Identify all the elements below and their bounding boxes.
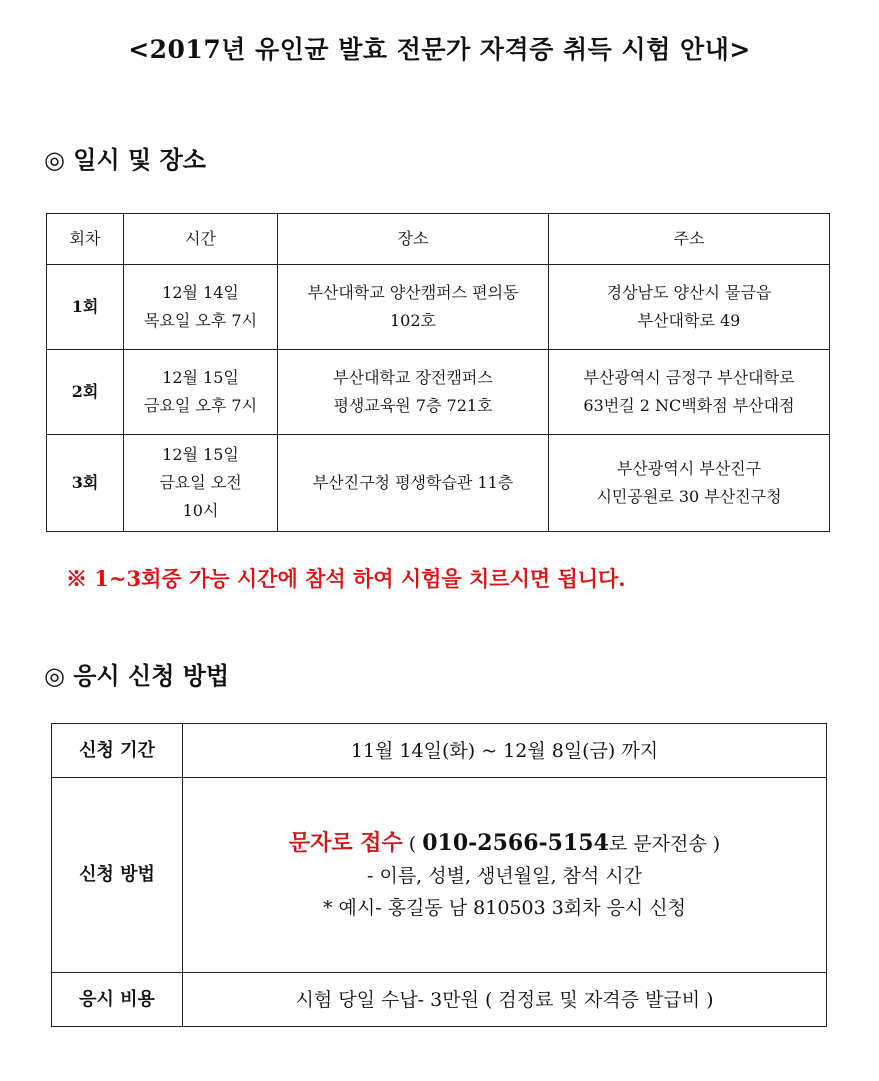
- header-round: 회차: [47, 214, 124, 265]
- page-title: <2017년 유인균 발효 전문가 자격증 취득 시험 안내>: [128, 35, 751, 64]
- place-line: 부산대학교 양산캠퍼스 편의동: [307, 283, 519, 302]
- method-value: [183, 778, 827, 973]
- round-cell: 1회: [47, 265, 124, 350]
- period-label: 신청 기간: [52, 724, 183, 778]
- address-line: 부산광역시 금정구 부산대학로: [583, 368, 795, 387]
- time-cell: [124, 350, 278, 435]
- address-line: 부산광역시 부산진구: [616, 459, 762, 478]
- time-cell: [124, 435, 278, 532]
- fee-label: 응시 비용: [52, 973, 183, 1027]
- time-date: 12월 15일: [162, 368, 239, 387]
- apply-table: [51, 723, 827, 1027]
- header-address: 주소: [549, 214, 830, 265]
- address-cell: [549, 350, 830, 435]
- place-line: 부산진구청 평생학습관 11층: [312, 473, 514, 492]
- method-line-3: * 예시- 홍길동 남 810503 3회차 응시 신청: [322, 896, 687, 919]
- address-line: 63번길 2 NC백화점 부산대점: [583, 396, 795, 415]
- time-hour: 금요일 오후 7시: [143, 396, 258, 415]
- section-heading-apply: ◎ 응시 신청 방법: [44, 661, 230, 690]
- address-line: 시민공원로 30 부산진구청: [596, 487, 782, 506]
- address-cell: [549, 265, 830, 350]
- method-line-2: - 이름, 성별, 생년월일, 참석 시간: [367, 864, 642, 887]
- place-cell: [278, 435, 549, 532]
- attendance-note: ※ 1~3회중 가능 시간에 참석 하여 시험을 치르시면 됩니다.: [66, 566, 626, 591]
- table-row: [52, 778, 827, 973]
- table-row: [47, 435, 830, 532]
- table-row: [52, 973, 827, 1027]
- address-cell: [549, 435, 830, 532]
- time-date: 12월 14일: [162, 283, 239, 302]
- time-hour: 금요일 오전: [159, 473, 242, 492]
- time-date: 12월 15일: [162, 445, 239, 464]
- table-row: [47, 265, 830, 350]
- table-row: [47, 350, 830, 435]
- schedule-header-row: [47, 214, 830, 265]
- method-tail: 로 문자전송 ): [608, 832, 721, 855]
- address-line: 부산대학로 49: [637, 311, 741, 330]
- time-hour: 목요일 오후 7시: [143, 311, 258, 330]
- method-line-1: [187, 827, 822, 860]
- method-label: 신청 방법: [52, 778, 183, 973]
- header-place: 장소: [278, 214, 549, 265]
- place-cell: [278, 265, 549, 350]
- round-cell: 2회: [47, 350, 124, 435]
- time-cell: [124, 265, 278, 350]
- place-line: 102호: [390, 311, 436, 330]
- round-cell: 3회: [47, 435, 124, 532]
- place-line: 평생교육원 7층 721호: [333, 396, 493, 415]
- method-open: (: [402, 832, 423, 855]
- schedule-table: [46, 213, 830, 532]
- time-hour-cont: 10시: [182, 501, 219, 520]
- section-heading-schedule: ◎ 일시 및 장소: [44, 145, 206, 174]
- phone-number: 010-2566-5154: [422, 829, 609, 856]
- period-value: 11월 14일(화) ~ 12월 8일(금) 까지: [183, 724, 827, 778]
- address-line: 경상남도 양산시 물금읍: [606, 283, 772, 302]
- place-line: 부산대학교 장전캠퍼스: [333, 368, 493, 387]
- fee-value: 시험 당일 수납- 3만원 ( 검정료 및 자격증 발급비 ): [183, 973, 827, 1027]
- header-time: 시간: [124, 214, 278, 265]
- table-row: [52, 724, 827, 778]
- sms-apply-label: 문자로 접수: [288, 829, 403, 856]
- place-cell: [278, 350, 549, 435]
